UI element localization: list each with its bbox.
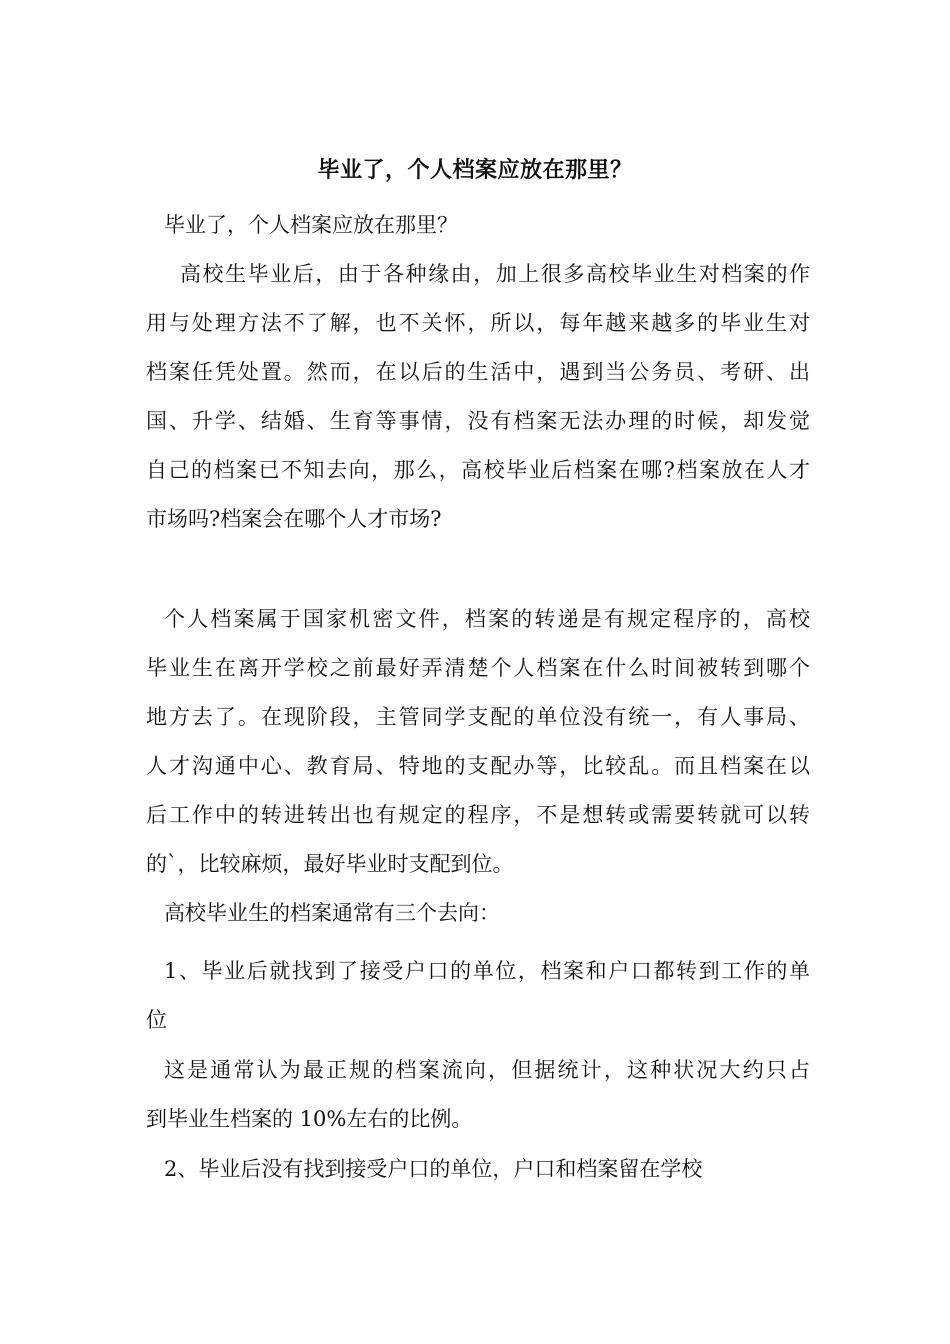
paragraph-line: 档案任凭处置。然而，在以后的生活中，遇到当公务员、考研、出	[146, 360, 810, 384]
paragraph-line: 毕业了，个人档案应放在那里？	[164, 213, 458, 237]
paragraph-line: 个人档案属于国家机密文件，档案的转递是有规定程序的，高校	[164, 607, 810, 631]
document-title: 毕业了，个人档案应放在那里？	[317, 157, 633, 183]
paragraph-line: 国、升学、结婚、生育等事情，没有档案无法办理的时候，却发觉	[146, 409, 810, 433]
paragraph-line: 到毕业生档案的 10%左右的比例。	[146, 1107, 473, 1131]
paragraph-line: 后工作中的转进转出也有规定的程序，不是想转或需要转就可以转	[146, 803, 810, 827]
paragraph-line: 高校毕业生的档案通常有三个去向：	[164, 901, 500, 925]
list-item-line: 2、毕业后没有找到接受户口的单位，户口和档案留在学校	[164, 1157, 703, 1181]
paragraph-line: 毕业生在离开学校之前最好弄清楚个人档案在什么时间被转到哪个	[146, 656, 810, 680]
paragraph-line: 高校生毕业后，由于各种缘由，加上很多高校毕业生对档案的作	[180, 262, 810, 286]
paragraph-line: 地方去了。在现阶段，主管同学支配的单位没有统一，有人事局、	[146, 705, 810, 729]
paragraph-line: 人才沟通中心、教育局、特地的支配办等，比较乱。而且档案在以	[146, 754, 810, 778]
paragraph-line: 用与处理方法不了解，也不关怀，所以，每年越来越多的毕业生对	[146, 311, 810, 335]
list-item-line: 位	[146, 1008, 167, 1032]
paragraph-line: 市场吗?档案会在哪个人才市场?	[146, 507, 442, 531]
paragraph-line: 的`，比较麻烦，最好毕业时支配到位。	[146, 852, 514, 876]
list-item-line: 1、毕业后就找到了接受户口的单位，档案和户口都转到工作的单	[164, 959, 810, 983]
paragraph-line: 这是通常认为最正规的档案流向，但据统计，这种状况大约只占	[164, 1058, 810, 1082]
paragraph-line: 自己的档案已不知去向，那么，高校毕业后档案在哪?档案放在人才	[146, 458, 810, 482]
